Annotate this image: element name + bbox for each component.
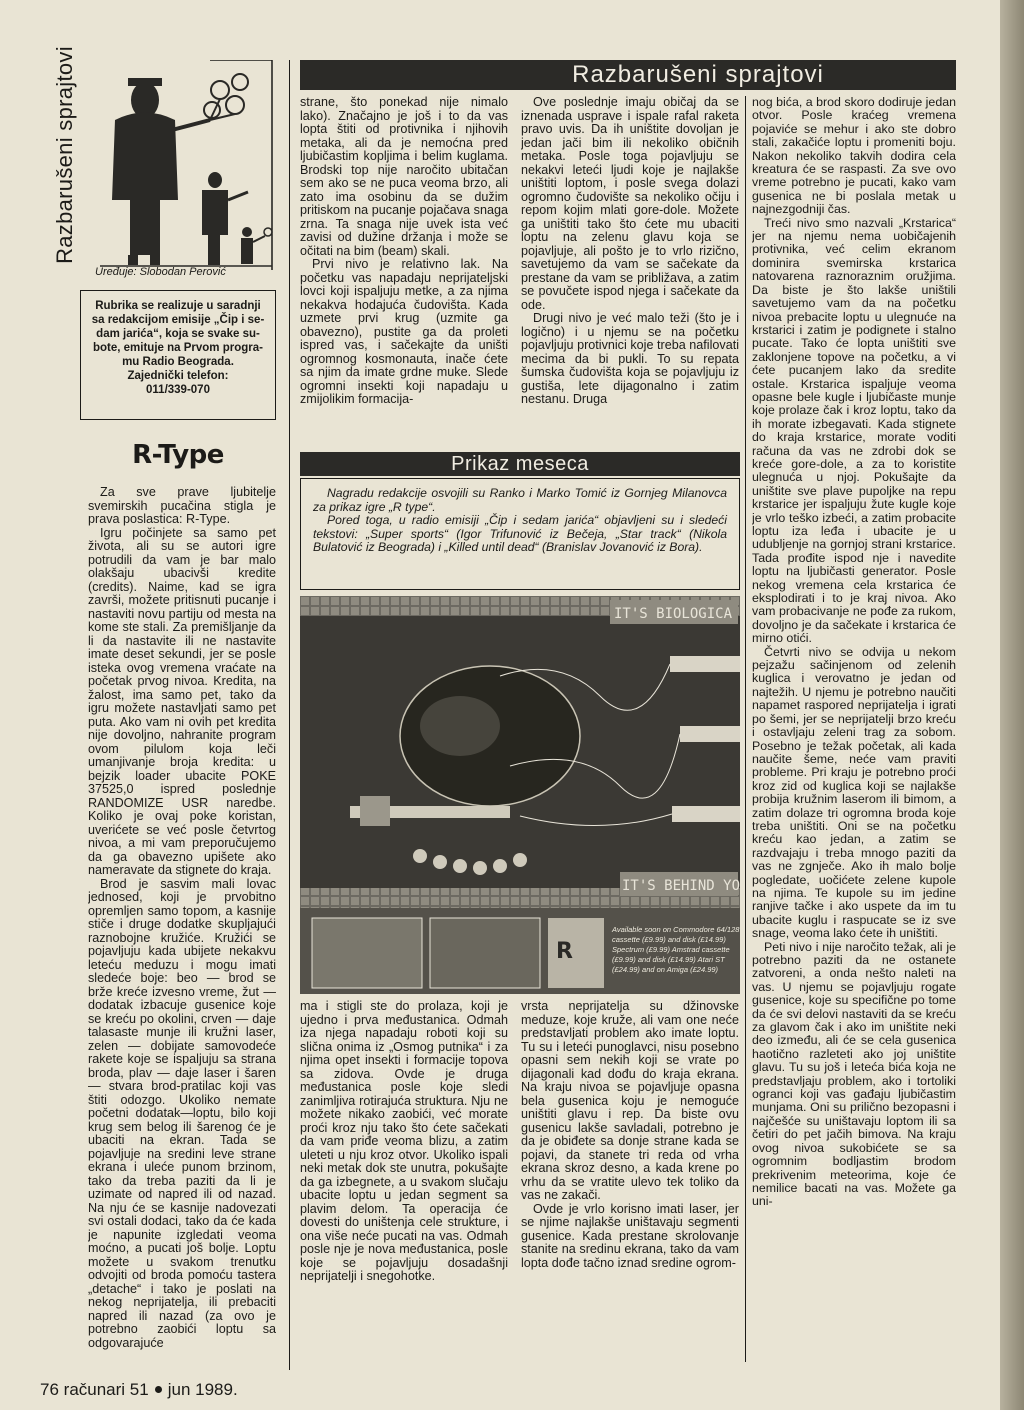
magazine-issue: računari 51 (63, 1380, 149, 1399)
banner-title: Razbarušeni sprajtovi (572, 61, 824, 88)
column-illustration (100, 60, 280, 280)
paragraph: Prvi nivo je relativno lak. Na početku vas napadaju neprijateljski lovci koji ispaljuju metke, a za njima nekakva hodajuća čudovišta. Kada uzmete prvi krug (uzmite ga obavezno), pustite ga da proleti ispred vas, i sačekajte da uništi ogromnog kosmonauta, inače ćete sa njim da imate grdne muke. Slede ogromni insekti koji napadaju u zmijolikim formacija- (300, 257, 508, 406)
text-column-3-bottom (521, 1000, 739, 1370)
bullet-dot (155, 1386, 162, 1393)
prize-paragraph: Pored toga, u radio emisiji „Čip i sedam jarića“ objavljeni su i sledeći tekstovi: „Super sports“ (Igor Trifunović iz Bečeja, „Star track“ (Nikola Bulatović iz Beograda) i „Killed until dead“ (Branislav Jovanović iz Bora). (313, 513, 727, 555)
paragraph: nog bića, a brod skoro dodiruje jedan otvor. Posle kraćeg vremena pojaviće se mehur i ako ste dobro stali, zakačiće loptu i promeniti boju. Nakon nekoliko takvih dodira cela kreatura će se raspasti. Za sve ovo vreme potrebno je pucati, kako vam gusenica ne bi poslala metak u najnezgodniji čas. (752, 96, 956, 217)
review-title: R-Type (132, 440, 224, 470)
paragraph: Drugi nivo je već malo teži (što je i logično) i u njemu se na početku pojavljuju protivnici koje treba nafilovati mecima da bi pukli. To su repata šumska čudovišta koja se pojavljuju iz gustiša, lete dijagonalno i zatim nestanu. Druga (521, 311, 739, 406)
paragraph: Ove poslednje imaju običaj da se iznenada usprave i ispale rafal raketa pravo uvis. Da ih uništite dovoljan je jedan jači bim ili nekoliko običnih metaka. Posle toga pojavljuju se nekakvi leteći ljudi koje je najlakše uništiti loptom, i posle svega dolazi ogromno čudovište sa nekoliko očiju i repom kojim mlati gore-dole. Možete ga uništiti tako što ćete mu ubaciti loptu na zelenu glavu koja se pojavljuje, ali pošto je to vrlo rizično, savetujemo da vam se sačekate da prestane da vam se približava, a zatim se povučete ispod njega i sačekate da ode. (521, 96, 739, 312)
paragraph: Za sve prave ljubitelje svemirskih pucačina stigla je prava poslastica: R-Type. (88, 486, 276, 526)
paragraph: ma i stigli ste do prolaza, koji je ujedno i prva međustanica. Odmah iza njega napadaju roboti koji su slična onima iz „Osmog putnika“ i za njima opet insekti i formacije topova sa zidova. Ovde je druga međustanica posle koje sledi zanimljiva rotirajuća struktura. Nju ne možete nikako zaobići, već morate proći kroz nju tako što ćete sačekati da vam priđe veoma blizu, a zatim uleteti u nju kroz otvor. Ukoliko ispali neki metak dok ste unutra, pokušajte da ga izbegnete, a u svakom slučaju ubacite loptu u jedan segment sa plavim delom. Ta operacija će dovesti do uništenja cele strukture, i ona više neće pucati na vas. Odmah posle nje je nova međustanica, posle koje se pojavljuju dosadašnji neprijatelji i snegohotke. (300, 1000, 508, 1283)
screenshot-caption-line: Spectrum (£9.99) Amstrad cassette (612, 945, 730, 954)
screenshot-caption-line: Available soon on Commodore 64/128 (612, 925, 740, 934)
game-artwork (300, 596, 740, 994)
game-screenshot (300, 596, 740, 994)
prize-box (300, 478, 740, 590)
rubric-info-box (80, 290, 276, 420)
page-number: 76 (40, 1380, 59, 1399)
paragraph: Brod je sasvim mali lovac jednosed, koji je prvobitno opremljen samo topom, a kasnije stiče i druge dodatke skupljajući raznobojne kružiće. Kružići se pojavljuju kada ubijete nekakvu leteću meduzu i mogu imati sledeće boje: beo — brod se brže kreće izvesno vreme, žut — dodatak izbacuje gusenice koje se kreću po okolini, crven — daje talasaste munje ili kružni laser, zelen — dobijate samovodeće rakete koje se ispaljuju sa strana broda, plav — daje laser i šaren — stvara brod-pratilac koji vas štiti odozgo. Ukoliko nemate početni dodatak—loptu, bilo koji krug sem belog ili šarenog će je ubaciti na ekran. Tada se pojavljuje na sredini leve strane ekrana i uleće punom brzinom, tako da treba paziti da li je uzimate od napred ili od nazad. Na nju će se kasnije nadovezati svi ostali dodaci, tako da će kada je napunite izgledati veoma moćno, a pucati još bolje. Loptu možete u svakom trenutku odvojiti od broda pomoću tastera „detache“ i tako je poslati na nekog neprijatelja, ili prebaciti napred ili nazad (za ovo je potrebno zaobići loptu sa odgovarajuće (88, 876, 276, 1350)
text-column-2-top (300, 96, 508, 438)
text-column-4 (752, 96, 956, 1366)
screenshot-banner-top: IT'S BIOLOGICA (614, 606, 733, 622)
editor-credit: Uređuje: Slobodan Perović (95, 266, 226, 278)
vertical-section-title (50, 30, 80, 280)
screenshot-caption-line: cassette (£9.99) and disk (£14.99) (612, 935, 726, 944)
paragraph: Peti nivo i nije naročito težak, ali je potrebno paziti da ne ostanete zatvoreni, a onda nešto naleti na vas. U njemu se pojavljuju rogate gusenice, koje su specifične po tome da će svi delovi nastaviti da se kreću za glavom čak i ako im uništite neki deo između, ali će se cela gusenica haotično razleteti ako joj uništite glavu. Tu su još i leteća bića koja ne predstavljaju problem, ako i tortoliki ogranci koji vas gađaju ljubičastim munjama. Oni su prilično bezopasni i najčešće su uništavaju loptom ili sa četiri do pet jačih bimova. Na kraju ovog nivoa sukobićete se sa ogromnim bodljastim brodom prekrivenim meteorima, koje će nemilice bacati na vas. Možete ga uni- (752, 939, 956, 1209)
prize-paragraph: Nagradu redakcije osvojili su Ranko i Marko Tomić iz Gornjeg Milanovca za prikaz igre „R type“. (313, 486, 727, 514)
page-footer (40, 1380, 238, 1400)
text-column-2-bottom (300, 1000, 508, 1370)
paragraph: Četvrti nivo se odvija u nekom pejzažu sačinjenom od zelenih kuglica i verovatno je jedan od najtežih. U njemu je potrebno naučiti napamet raspored neprijatelja i igrati po šemi, jer se neprijatelji brzo kreću i ostavljaju zeleni trag za sobom. Posebno je težak početak, ali kada naučite šeme, neće vam praviti probleme. Pri kraju je potrebno proći kroz zid od kuglica koji se najlakše probija kružnim laserom ili bimom, a zatim dolaze tri ogromna broda koje treba uništiti. Oni se na početku kreću kao jedan, a zatim se razdvajaju i treba mnogo paziti da vas ne zgnječe. Ako ih malo bolje pogledate, uočićete zelene kupole na njima. Te kupole su im jedine ranjive tačke i ako uspete da im tu ubacite kuglu i raspucate se iz sve snage, veoma lako ćete ih uništiti. (752, 644, 956, 941)
article-banner (300, 60, 956, 90)
text-column-1 (88, 486, 276, 1366)
info-line: sa redakcijom emisije „Čip i se- (91, 314, 265, 326)
screenshot-banner-bottom: IT'S BEHIND YO (622, 878, 740, 894)
paragraph: strane, što ponekad nije nimalo lako). Značajno je još i to da vas lopta štiti od protivnika i njihovih metaka, ali da je nemoćna pred ljubičastim kopljima i belim kuglama. Brodski top nije naročito ubitačan sem ako se ne puca veoma brzo, ali zato ima osobinu da se dužim pritiskom na pucanje pojačava snaga zrna. Ta snaga nije uvek ista već zavisi od dužine držanja i može se očitati na bim (beam) skali. (300, 96, 508, 258)
paragraph: Ovde je vrlo korisno imati laser, jer se njime najlakše uništavaju segmenti gusenice. Kada prestane skrolovanje stanite na sredinu ekrana, tako da vam lopta dođe tačno iznad sredine ogrom- (521, 1201, 739, 1270)
paragraph: Igru počinjete sa samo pet života, ali su se autori igre potrudili da vam je bar malo olakšaju ubacivši kredite (credits). Naime, kad se igra završi, možete pritisnuti pucanje i nastaviti novu partiju od mesta na kome ste stali. Za premišljanje da li da nastavite ili ne nastavite imate deset sekundi, jer se posle isteka ovog vremena vraćate na početak prvog nivoa. Kredita, na žalost, ima samo pet, tako da igru možete nastavljati samo pet puta. Ako vam ni ovih pet kredita nije dovoljno, nahranite program ovom pilulom koja leči umanjivanje broja kredita: u bejzik loader ubacite POKE 37525,0 ispred poslednje RANDOMIZE USR naredbe. Koliko je ovaj poke koristan, uverićete se već posle četvrtog nivoa, a mi vam preporučujemo da ga obavezno upišete ako nameravate da stignete do kraja. (88, 525, 276, 877)
info-line: dam jarića“, koja se svake su- (96, 328, 260, 340)
prize-title: Prikaz meseca (451, 453, 589, 475)
info-line: bote, emituje na Prvom progra- (93, 342, 263, 354)
screenshot-caption-line: (£24.99) and on Amiga (£24.99) (612, 965, 719, 974)
svg-text:R: R (556, 939, 573, 964)
prize-banner (300, 452, 740, 476)
info-line: Rubrika se realizuje u saradnji (95, 300, 261, 312)
paragraph: vrsta neprijatelja su džinovske meduze, koje kruže, ali vam one neće predstavljati problem ako imate loptu. Tu su i leteći punoglavci, nisu posebno opasni sem nekih koji se vrate po dijagonali kad dođu do kraja ekrana. Na kraju nivoa se pojavljuje opasna bela gusenica koju je nemoguće uništiti glavu i rep. Da biste ovu gusenicu lakše savladali, potrebno je da je obiđete sa donje strane kada se pojavi, da stanete tri reda od vrha ekrana skroz desno, a kada krene po vrhu da se vratite ulevo tek toliko da vas ne zakači. (521, 1000, 739, 1202)
text-column-3-top (521, 96, 739, 438)
page-spine-shadow (1000, 0, 1024, 1410)
column-rule (289, 60, 290, 1370)
info-phone-number: 011/339-070 (146, 384, 210, 396)
paragraph: Treći nivo smo nazvali „Krstarica“ jer na njemu nema uobičajenih protivnika, već celim ekranom dominira svemirska krstarica natovarena raznoraznim oružjima. Da biste je što lakše uništili savetujemo vam da na početku nivoa prebacite loptu u ulegnuće na krstarici i zatim je podignete i stalno pucate. Tako će lopta uništiti sve zaklonjene topove na početku, a vi ćete pucanjem lako da sredite ostale. Krstarica ispaljuje veoma opasne bele kugle i ljubičaste munje koje prolaze čak i kroz loptu, tako da ih morate izbegavati. Kada stignete do kraja krstarice, morate voditi računa da vas ne zdrobi dok se kreće gore-dole, a za to koristite ulegnuća u njoj. Pokušajte da uništite sve plave pupoljke na repu krstarice jer ispaljuju žute kugle koje je vrlo teško izbeći, a zatim probacite loptu iza leđa i ubacite je u udubljenje na gornjoj strani krstarice. Tada prođite ispod nje i navedite loptu na ljubičasti generator. Posle nekog vremena cela krstarica će eksplodirati i to je kraj nivoa. Ako vam probacivanje ne pođe za rukom, dovoljno je da sačekate i krstarica će mirno otići. (752, 215, 956, 646)
issue-date: jun 1989. (167, 1380, 238, 1399)
vertical-title-text: Razbarušeni sprajtovi (52, 46, 77, 264)
info-phone-label: Zajednički telefon: (127, 370, 229, 382)
screenshot-caption-line: (£9.99) and disk (£14.99) Atari ST (612, 955, 725, 964)
info-line: mu Radio Beograda. (122, 356, 234, 368)
column-rule (745, 96, 746, 1362)
